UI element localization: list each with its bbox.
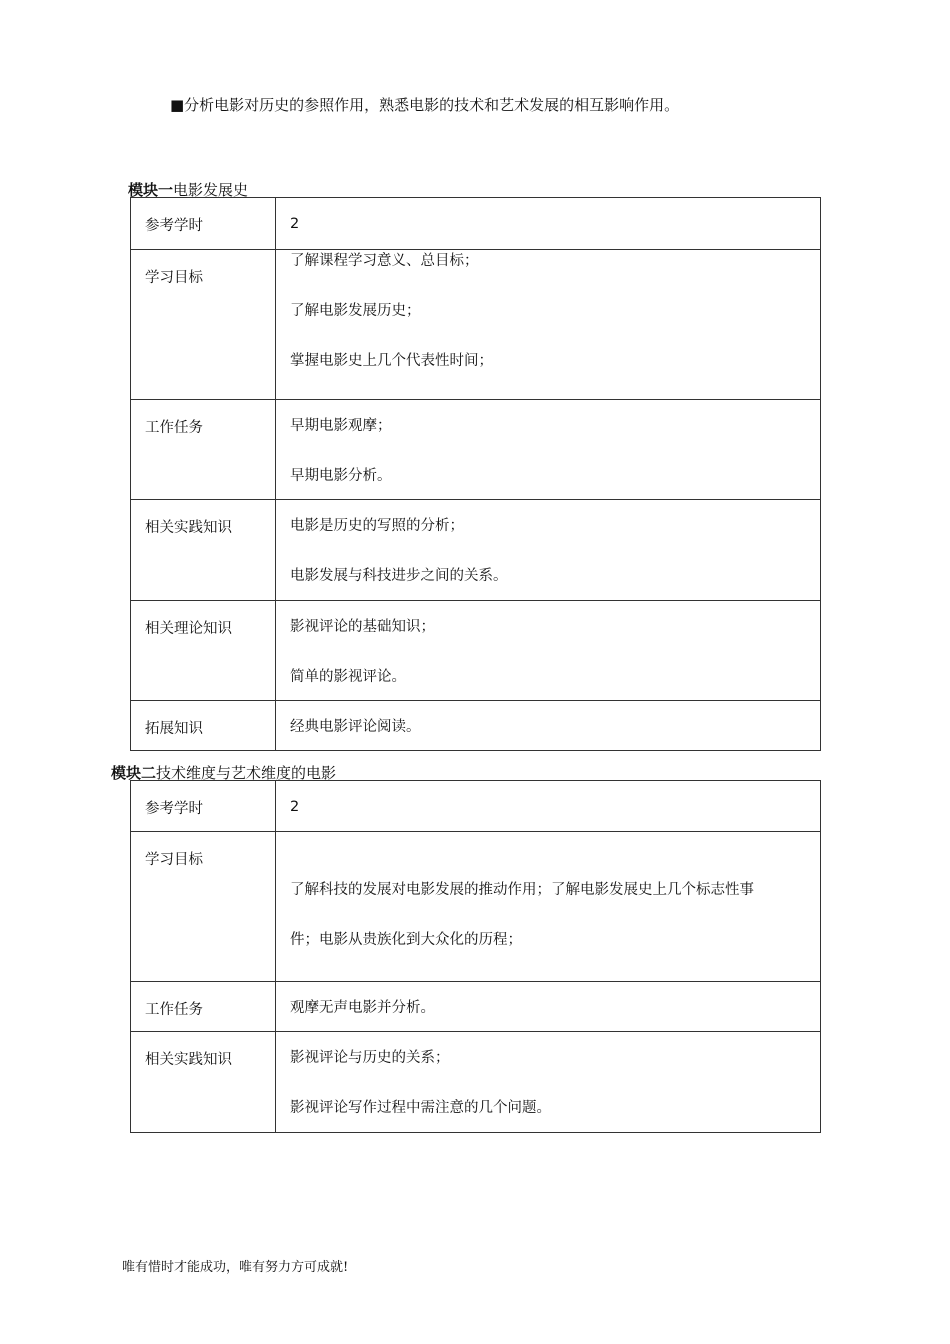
table-row xyxy=(131,982,821,1032)
table-row xyxy=(131,500,821,601)
module2-table xyxy=(130,780,821,1133)
table-row xyxy=(131,832,821,982)
row-value-line: 早期电影观摩； xyxy=(290,418,392,434)
row-label: 参考学时 xyxy=(145,801,203,817)
row-value-line: 简单的影视评论。 xyxy=(290,669,406,685)
row-value-line: 影视评论写作过程中需注意的几个问题。 xyxy=(290,1100,551,1116)
table-row xyxy=(131,400,821,500)
intro-objective: ■分析电影对历史的参照作用，熟悉电影的技术和艺术发展的相互影响作用。 xyxy=(170,96,680,114)
table-row xyxy=(131,601,821,701)
table-row xyxy=(131,1032,821,1133)
module1-table xyxy=(130,197,821,751)
row-value-line: 经典电影评论阅读。 xyxy=(290,719,421,735)
table-row xyxy=(131,701,821,751)
table-row xyxy=(131,781,821,832)
row-value-line: 件；电影从贵族化到大众化的历程； xyxy=(290,932,522,948)
module1-title-bold: 模块一 xyxy=(128,181,174,199)
row-value-line: 影视评论的基础知识； xyxy=(290,619,435,635)
row-value-line: 了解科技的发展对电影发展的推动作用；了解电影发展史上几个标志性事 xyxy=(290,882,754,898)
row-value-line: 电影是历史的写照的分析； xyxy=(290,518,464,534)
row-label: 参考学时 xyxy=(145,218,203,234)
row-label: 拓展知识 xyxy=(145,721,203,737)
row-value-line: 2 xyxy=(290,216,300,232)
row-value-line: 2 xyxy=(290,799,300,815)
table-row xyxy=(131,250,821,400)
footer-motto: 唯有惜时才能成功，唯有努力方可成就! xyxy=(122,1260,349,1275)
row-value-line: 掌握电影史上几个代表性时间； xyxy=(290,353,493,369)
row-label: 工作任务 xyxy=(145,1002,203,1018)
row-label: 学习目标 xyxy=(145,270,203,286)
row-label: 相关实践知识 xyxy=(145,1052,232,1068)
row-value-line: 了解课程学习意义、总目标； xyxy=(290,253,479,269)
row-value-line: 早期电影分析。 xyxy=(290,468,392,484)
row-label: 工作任务 xyxy=(145,420,203,436)
row-value-line: 影视评论与历史的关系； xyxy=(290,1050,450,1066)
row-value-line: 观摩无声电影并分析。 xyxy=(290,1000,435,1016)
module2-title-bold: 模块二 xyxy=(111,764,157,782)
row-label: 相关实践知识 xyxy=(145,520,232,536)
row-label: 相关理论知识 xyxy=(145,621,232,637)
module2-title-rest: 技术维度与艺术维度的电影 xyxy=(156,764,337,782)
table-row xyxy=(131,198,821,250)
row-label: 学习目标 xyxy=(145,852,203,868)
row-value-line: 了解电影发展历史； xyxy=(290,303,421,319)
row-value-line: 电影发展与科技进步之间的关系。 xyxy=(290,568,508,584)
module1-title-rest: 电影发展史 xyxy=(173,181,249,199)
